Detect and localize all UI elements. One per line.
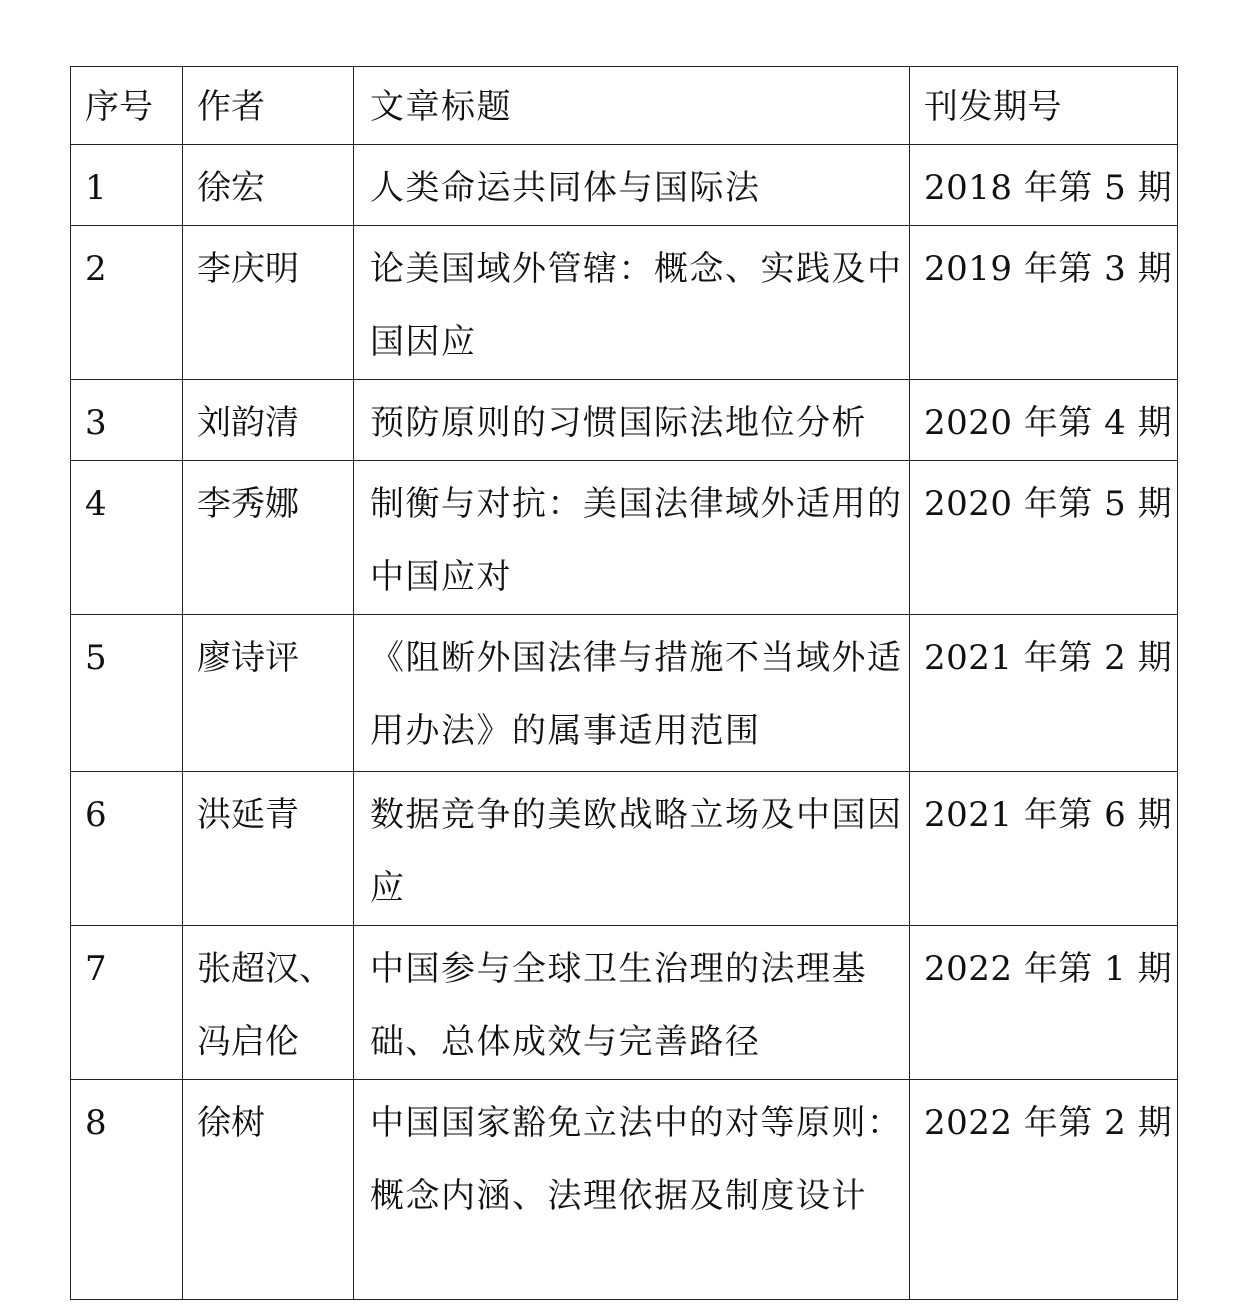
row-issue: 2021 年第 6 期 xyxy=(910,772,1178,926)
row-issue: 2020 年第 4 期 xyxy=(910,380,1178,461)
row-num: 7 xyxy=(71,926,183,1080)
row-author: 洪延青 xyxy=(183,772,354,926)
row-issue: 2022 年第 2 期 xyxy=(910,1080,1178,1300)
table-row xyxy=(71,145,1178,226)
row-title: 论美国域外管辖：概念、实践及中国因应 xyxy=(354,226,910,380)
table-row xyxy=(71,772,1178,926)
row-author: 李庆明 xyxy=(183,226,354,380)
table-row xyxy=(71,380,1178,461)
table-header-row xyxy=(71,67,1178,145)
row-num: 6 xyxy=(71,772,183,926)
row-title: 制衡与对抗：美国法律域外适用的中国应对 xyxy=(354,461,910,615)
row-author: 刘韵清 xyxy=(183,380,354,461)
row-num: 4 xyxy=(71,461,183,615)
row-author: 廖诗评 xyxy=(183,615,354,772)
row-num: 2 xyxy=(71,226,183,380)
row-num: 8 xyxy=(71,1080,183,1300)
row-title: 中国国家豁免立法中的对等原则：概念内涵、法理依据及制度设计 xyxy=(354,1080,910,1300)
row-issue: 2019 年第 3 期 xyxy=(910,226,1178,380)
articles-table xyxy=(70,66,1178,1300)
table-row xyxy=(71,226,1178,380)
row-title: 预防原则的习惯国际法地位分析 xyxy=(354,380,910,461)
row-issue: 2022 年第 1 期 xyxy=(910,926,1178,1080)
row-author: 徐宏 xyxy=(183,145,354,226)
row-title: 数据竞争的美欧战略立场及中国因应 xyxy=(354,772,910,926)
table-row xyxy=(71,461,1178,615)
table-row xyxy=(71,926,1178,1080)
row-issue: 2020 年第 5 期 xyxy=(910,461,1178,615)
row-issue: 2021 年第 2 期 xyxy=(910,615,1178,772)
row-author: 徐树 xyxy=(183,1080,354,1300)
table-row xyxy=(71,615,1178,772)
header-num: 序号 xyxy=(71,67,183,145)
row-num: 3 xyxy=(71,380,183,461)
row-author: 李秀娜 xyxy=(183,461,354,615)
row-title: 中国参与全球卫生治理的法理基础、总体成效与完善路径 xyxy=(354,926,910,1080)
row-title: 人类命运共同体与国际法 xyxy=(354,145,910,226)
row-author: 张超汉、冯启伦 xyxy=(183,926,354,1080)
row-num: 1 xyxy=(71,145,183,226)
table-row xyxy=(71,1080,1178,1300)
header-author: 作者 xyxy=(183,67,354,145)
row-issue: 2018 年第 5 期 xyxy=(910,145,1178,226)
header-title: 文章标题 xyxy=(354,67,910,145)
row-num: 5 xyxy=(71,615,183,772)
row-title: 《阻断外国法律与措施不当域外适用办法》的属事适用范围 xyxy=(354,615,910,772)
header-issue: 刊发期号 xyxy=(910,67,1178,145)
